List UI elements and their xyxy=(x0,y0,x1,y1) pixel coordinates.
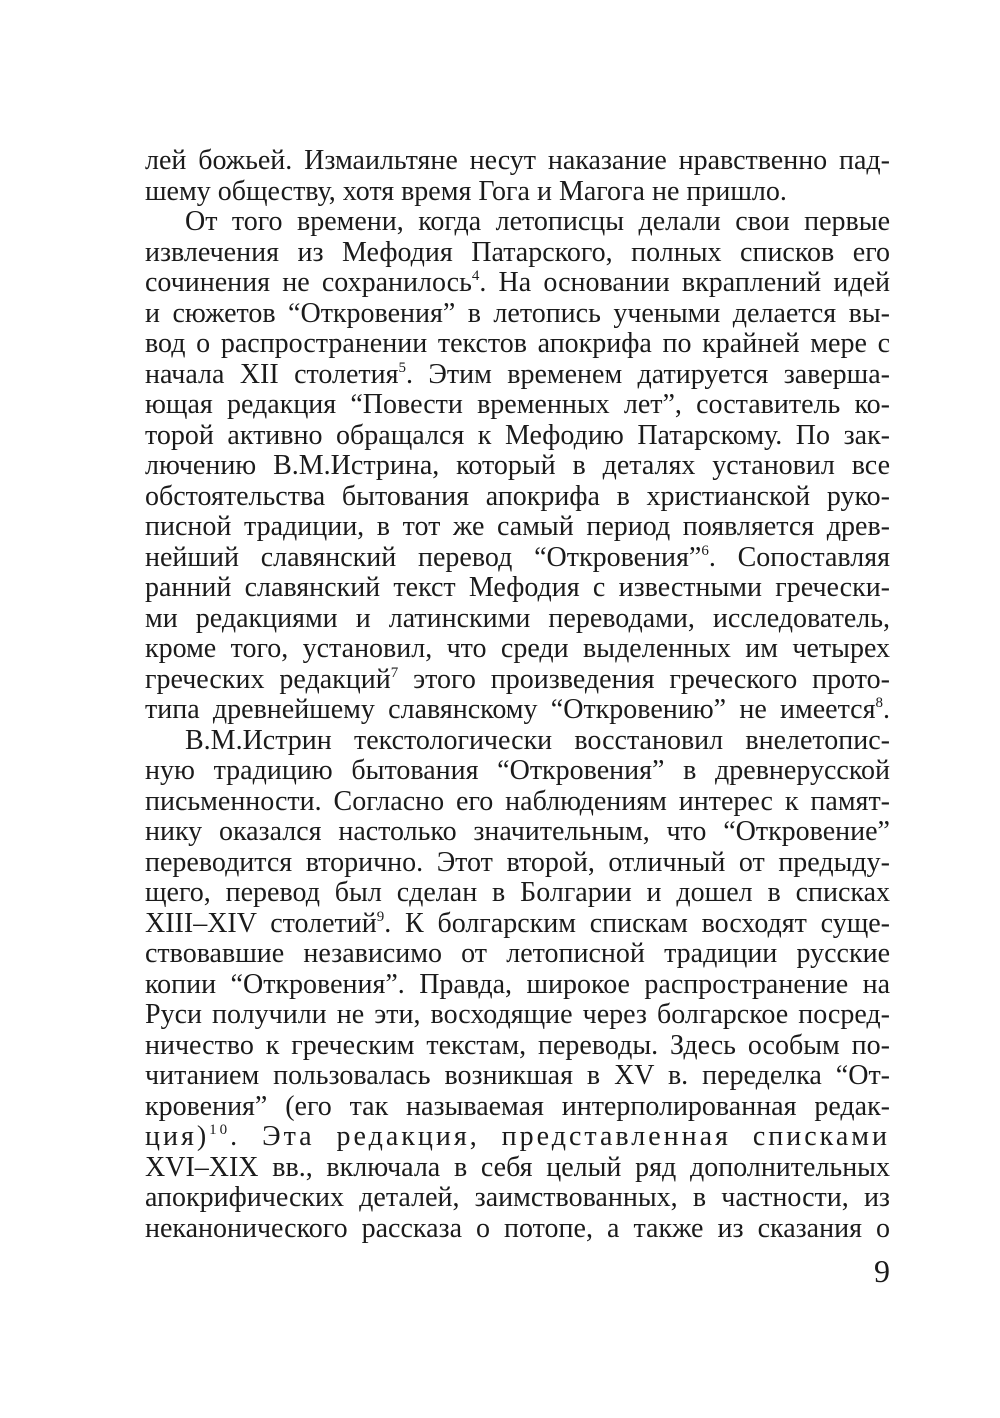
text-line xyxy=(145,909,890,940)
footnote-ref: 7 xyxy=(390,664,399,681)
text-segment: ция) xyxy=(145,1121,210,1152)
text-line: извлечения из Мефодия Патарского, полных списков его xyxy=(145,236,890,268)
text-line: ничество к греческим текстам, переводы. Здесь особым по- xyxy=(145,1029,890,1061)
text-line: лючению В.М.Истрина, который в деталях установил все xyxy=(145,450,890,481)
text-line: В.М.Истрин текстологически восстановил внелетопис- xyxy=(185,724,890,756)
text-line: лей божьей. Измаильтяне несут наказание нравственно пад- xyxy=(145,145,890,176)
text-segment: . К болгарским спискам восходят суще- xyxy=(384,907,891,939)
text-line: обстоятельства бытования апокрифа в христианской руко- xyxy=(145,480,890,512)
text-line: ную традицию бытования “Откровения” в древнерусской xyxy=(145,755,890,786)
paragraph xyxy=(145,146,890,207)
text-line: ранний славянский текст Мефодия с известными гречески- xyxy=(145,572,890,603)
footnote-ref: 4 xyxy=(471,268,480,284)
text-line: писной традиции, в тот же самый период появляется древ- xyxy=(145,511,890,542)
text-line: переводится вторично. Этот второй, отличный от предыду- xyxy=(145,846,890,878)
text-segment: . Этим временем датируется заверша- xyxy=(406,358,890,390)
text-line xyxy=(145,268,890,299)
text-line xyxy=(145,543,890,574)
paragraph xyxy=(145,726,890,1245)
text-segment: типа древнейшему славянскому “Откровению” не имеется xyxy=(145,694,876,725)
text-line: нику оказался настолько значительным, что “Откровение” xyxy=(145,816,890,847)
text-segment: XIII–XIV столетий xyxy=(145,907,377,939)
text-segment: этого произведения греческого прото- xyxy=(398,663,890,695)
text-segment: греческих редакций xyxy=(145,663,391,695)
text-line xyxy=(145,695,890,726)
text-line: кровения” (его так называемая интерполированная редак- xyxy=(145,1090,890,1122)
text-segment: нейший славянский перевод “Откровения” xyxy=(145,541,702,573)
text-segment: . На основании вкраплений идей xyxy=(479,267,890,298)
text-line xyxy=(145,1122,890,1153)
text-line: Руси получили не эти, восходящие через болгарское посред- xyxy=(145,999,890,1030)
footnote-ref: 8 xyxy=(875,695,883,711)
footnote-ref: 5 xyxy=(398,359,407,376)
paragraph xyxy=(145,207,890,726)
text-segment: . Эта редакция, представленная списками xyxy=(230,1121,890,1152)
text-line: апокрифических деталей, заимствованных, в частности, из xyxy=(145,1182,890,1213)
footnote-ref: 9 xyxy=(376,908,385,925)
footnote-ref: 10 xyxy=(209,1122,231,1138)
page-number: 9 xyxy=(874,1253,890,1289)
text-segment: . Сопоставляя xyxy=(708,541,891,573)
text-line xyxy=(145,665,890,696)
text-line: неканонического рассказа о потопе, а также из сказания о xyxy=(145,1212,890,1244)
text-line: XVI–XIX вв., включала в себя целый ряд дополнительных xyxy=(145,1151,890,1183)
text-line: вод о распространении текстов апокрифа по крайней мере с xyxy=(145,328,890,359)
text-line: торой активно обращался к Мефодию Патарскому. По зак- xyxy=(145,419,890,451)
text-segment: начала XII столетия xyxy=(145,358,399,390)
text-line: и сюжетов “Откровения” в летопись учеными делается вы- xyxy=(145,297,890,329)
body-text xyxy=(145,146,890,1244)
text-line: ми редакциями и латинскими переводами, исследователь, xyxy=(145,602,890,634)
text-line: ющая редакция “Повести временных лет”, составитель ко- xyxy=(145,389,890,420)
text-line: кроме того, установил, что среди выделенных им четырех xyxy=(145,633,890,664)
text-line: письменности. Согласно его наблюдениям интерес к памят- xyxy=(145,785,890,817)
text-line: От того времени, когда летописцы делали свои первые xyxy=(185,206,890,237)
text-line xyxy=(145,360,890,391)
text-line: щего, перевод был сделан в Болгарии и дошел в списках xyxy=(145,877,890,908)
text-line: шему обществу, хотя время Гога и Магога не пришло. xyxy=(145,175,787,207)
text-segment: сочинения не сохранилось xyxy=(145,267,472,298)
text-line: ствовавшие независимо от летописной традиции русские xyxy=(145,938,890,969)
text-line: копии “Откровения”. Правда, широкое распространение на xyxy=(145,968,890,1000)
footnote-ref: 6 xyxy=(701,542,709,559)
text-segment: . xyxy=(883,694,890,725)
text-line: читанием пользовалась возникшая в XV в. переделка “От- xyxy=(145,1060,890,1091)
